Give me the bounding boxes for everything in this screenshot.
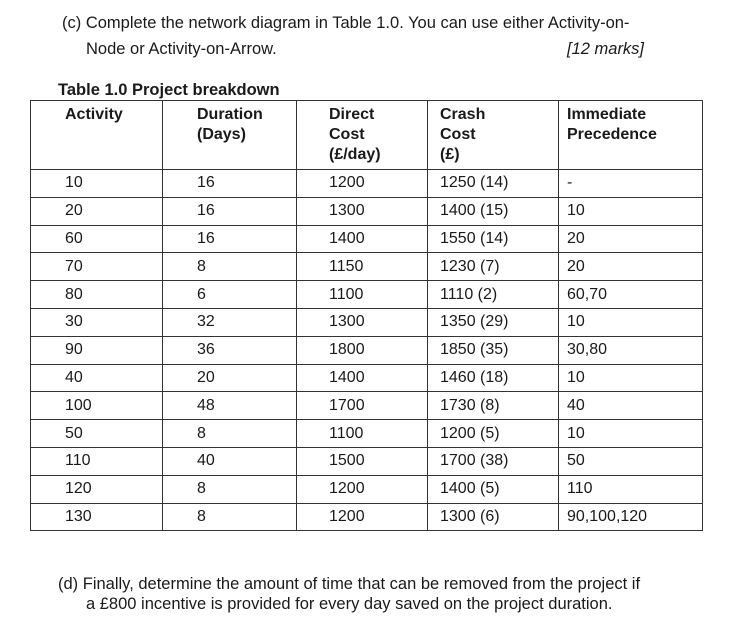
cell-direct-cost: 1400 bbox=[297, 364, 428, 392]
table-row bbox=[31, 447, 703, 475]
question-c-line-2: Node or Activity-on-Arrow. bbox=[86, 40, 277, 58]
cell-direct-cost: 1300 bbox=[297, 197, 428, 225]
cell-activity: 100 bbox=[31, 392, 163, 420]
cell-direct-cost: 1150 bbox=[297, 253, 428, 281]
header-text: Crash bbox=[440, 106, 486, 123]
table-row bbox=[31, 392, 703, 420]
cell-precedence: 20 bbox=[559, 225, 703, 253]
question-d-line-1: (d) Finally, determine the amount of time that can be removed from the project if bbox=[58, 575, 641, 593]
cell-activity: 80 bbox=[31, 281, 163, 309]
cell-crash-cost: 1550 (14) bbox=[428, 225, 559, 253]
cell-direct-cost: 1300 bbox=[297, 308, 428, 336]
cell-precedence: 60,70 bbox=[559, 281, 703, 309]
cell-crash-cost: 1110 (2) bbox=[428, 281, 559, 309]
cell-precedence: 30,80 bbox=[559, 336, 703, 364]
cell-precedence: 110 bbox=[559, 475, 703, 503]
cell-direct-cost: 1500 bbox=[297, 447, 428, 475]
table-row bbox=[31, 281, 703, 309]
table-row bbox=[31, 308, 703, 336]
table-row bbox=[31, 336, 703, 364]
cell-duration: 16 bbox=[163, 197, 297, 225]
header-text: Immediate bbox=[567, 106, 647, 123]
cell-direct-cost: 1200 bbox=[297, 170, 428, 198]
cell-precedence: - bbox=[559, 170, 703, 198]
cell-crash-cost: 1400 (15) bbox=[428, 197, 559, 225]
cell-precedence: 50 bbox=[559, 447, 703, 475]
cell-activity: 20 bbox=[31, 197, 163, 225]
cell-direct-cost: 1800 bbox=[297, 336, 428, 364]
cell-duration: 40 bbox=[163, 447, 297, 475]
question-c-line-1: (c) Complete the network diagram in Table 1.0. You can use either Activity-on- bbox=[62, 14, 630, 32]
cell-crash-cost: 1400 (5) bbox=[428, 475, 559, 503]
cell-duration: 8 bbox=[163, 253, 297, 281]
cell-direct-cost: 1100 bbox=[297, 420, 428, 448]
cell-crash-cost: 1350 (29) bbox=[428, 308, 559, 336]
table-header-row bbox=[31, 101, 703, 170]
header-text: Direct bbox=[329, 106, 375, 123]
cell-precedence: 10 bbox=[559, 308, 703, 336]
cell-activity: 40 bbox=[31, 364, 163, 392]
cell-activity: 130 bbox=[31, 503, 163, 531]
table-row bbox=[31, 170, 703, 198]
cell-crash-cost: 1700 (38) bbox=[428, 447, 559, 475]
table-row bbox=[31, 253, 703, 281]
cell-crash-cost: 1460 (18) bbox=[428, 364, 559, 392]
cell-activity: 60 bbox=[31, 225, 163, 253]
cell-duration: 16 bbox=[163, 170, 297, 198]
cell-crash-cost: 1850 (35) bbox=[428, 336, 559, 364]
header-activity bbox=[31, 101, 163, 170]
table-row bbox=[31, 475, 703, 503]
header-direct-cost bbox=[297, 101, 428, 170]
header-text: (£/day) bbox=[329, 146, 381, 163]
project-breakdown-table bbox=[30, 100, 703, 531]
cell-direct-cost: 1100 bbox=[297, 281, 428, 309]
cell-precedence: 10 bbox=[559, 420, 703, 448]
cell-crash-cost: 1730 (8) bbox=[428, 392, 559, 420]
cell-direct-cost: 1200 bbox=[297, 503, 428, 531]
cell-crash-cost: 1300 (6) bbox=[428, 503, 559, 531]
marks-label: [12 marks] bbox=[567, 40, 645, 58]
header-text: (Days) bbox=[197, 126, 246, 143]
cell-duration: 36 bbox=[163, 336, 297, 364]
table-row bbox=[31, 225, 703, 253]
cell-duration: 32 bbox=[163, 308, 297, 336]
cell-precedence: 90,100,120 bbox=[559, 503, 703, 531]
cell-duration: 16 bbox=[163, 225, 297, 253]
cell-activity: 50 bbox=[31, 420, 163, 448]
cell-direct-cost: 1400 bbox=[297, 225, 428, 253]
cell-crash-cost: 1200 (5) bbox=[428, 420, 559, 448]
header-immediate-precedence bbox=[559, 101, 703, 170]
header-text: Precedence bbox=[567, 126, 657, 143]
cell-crash-cost: 1230 (7) bbox=[428, 253, 559, 281]
header-text: Cost bbox=[329, 126, 365, 143]
cell-activity: 120 bbox=[31, 475, 163, 503]
cell-duration: 48 bbox=[163, 392, 297, 420]
cell-precedence: 10 bbox=[559, 197, 703, 225]
cell-duration: 8 bbox=[163, 420, 297, 448]
cell-activity: 110 bbox=[31, 447, 163, 475]
cell-crash-cost: 1250 (14) bbox=[428, 170, 559, 198]
cell-precedence: 10 bbox=[559, 364, 703, 392]
header-text: (£) bbox=[440, 146, 460, 163]
cell-activity: 30 bbox=[31, 308, 163, 336]
table-row bbox=[31, 503, 703, 531]
table-row bbox=[31, 197, 703, 225]
header-text: Activity bbox=[65, 106, 123, 123]
table-row bbox=[31, 364, 703, 392]
cell-activity: 90 bbox=[31, 336, 163, 364]
question-d-line-2: a £800 incentive is provided for every day saved on the project duration. bbox=[86, 595, 613, 613]
header-text: Duration bbox=[197, 106, 263, 123]
cell-direct-cost: 1200 bbox=[297, 475, 428, 503]
cell-activity: 70 bbox=[31, 253, 163, 281]
cell-precedence: 40 bbox=[559, 392, 703, 420]
cell-duration: 20 bbox=[163, 364, 297, 392]
cell-activity: 10 bbox=[31, 170, 163, 198]
cell-duration: 8 bbox=[163, 475, 297, 503]
cell-precedence: 20 bbox=[559, 253, 703, 281]
header-duration bbox=[163, 101, 297, 170]
cell-direct-cost: 1700 bbox=[297, 392, 428, 420]
cell-duration: 6 bbox=[163, 281, 297, 309]
table-row bbox=[31, 420, 703, 448]
cell-duration: 8 bbox=[163, 503, 297, 531]
header-crash-cost bbox=[428, 101, 559, 170]
header-text: Cost bbox=[440, 126, 476, 143]
table-caption: Table 1.0 Project breakdown bbox=[58, 81, 280, 99]
